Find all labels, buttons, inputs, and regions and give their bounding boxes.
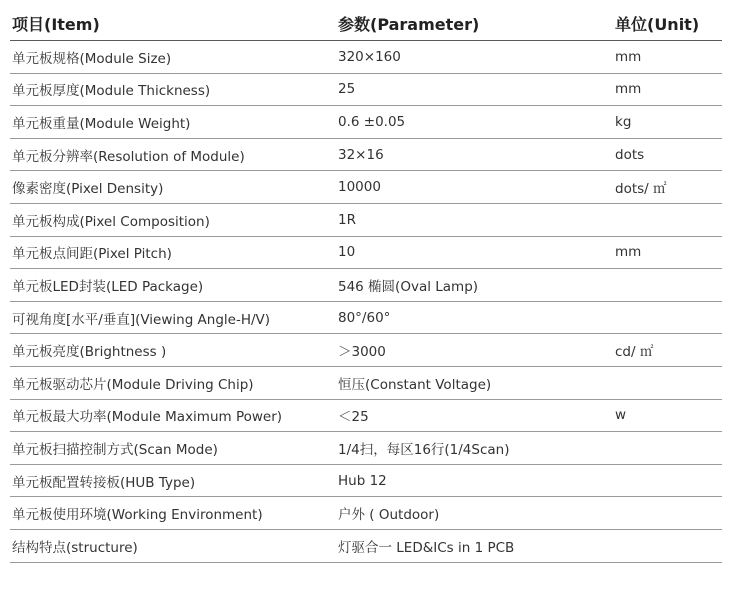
row-item: 结构特点(structure): [12, 539, 138, 556]
row-item: 单元板亮度(Brightness ): [12, 344, 167, 361]
table-row: [10, 237, 722, 270]
row-parameter: ＜25: [338, 409, 369, 426]
table-row: [10, 334, 722, 367]
row-parameter: 灯驱合一 LED&ICs in 1 PCB: [338, 539, 515, 556]
row-parameter: 10000: [338, 179, 381, 196]
table-row: [10, 400, 722, 433]
row-item: 单元板分辨率(Resolution of Module): [12, 148, 245, 165]
row-parameter: 户外 ( Outdoor): [338, 507, 440, 524]
table-row: [10, 497, 722, 530]
table-row: [10, 302, 722, 335]
table-row: [10, 139, 722, 172]
row-parameter: 546 椭圆(Oval Lamp): [338, 278, 479, 295]
row-item: 单元板重量(Module Weight): [12, 115, 191, 132]
row-item: 单元板LED封装(LED Package): [12, 278, 204, 295]
row-item: 单元板配置转接板(HUB Type): [12, 474, 196, 491]
table-row: [10, 41, 722, 74]
row-parameter: Hub 12: [338, 472, 387, 489]
row-unit: mm: [615, 81, 642, 98]
row-item: 像素密度(Pixel Density): [12, 181, 164, 198]
row-unit: mm: [615, 244, 642, 261]
table-row: [10, 367, 722, 400]
table-row: [10, 106, 722, 139]
row-item: 单元板构成(Pixel Composition): [12, 213, 210, 230]
row-item: 单元板最大功率(Module Maximum Power): [12, 409, 283, 426]
row-item: 可视角度[水平/垂直](Viewing Angle-H/V): [12, 311, 271, 328]
table-row: [10, 74, 722, 107]
table-row: [10, 432, 722, 465]
row-parameter: 25: [338, 81, 356, 98]
row-unit: dots: [615, 146, 645, 163]
row-item: 单元板厚度(Module Thickness): [12, 83, 211, 100]
table-body: [10, 41, 722, 563]
table-row: [10, 465, 722, 498]
row-item: 单元板使用环境(Working Environment): [12, 507, 263, 524]
row-parameter: 恒压(Constant Voltage): [338, 376, 492, 393]
row-parameter: 80°/60°: [338, 309, 391, 326]
row-unit: kg: [615, 113, 632, 130]
table-row: [10, 530, 722, 563]
row-item: 单元板点间距(Pixel Pitch): [12, 246, 172, 263]
row-unit: mm: [615, 48, 642, 65]
header-item: 项目(Item): [12, 14, 100, 34]
row-item: 单元板扫描控制方式(Scan Mode): [12, 441, 218, 458]
row-unit: cd/ ㎡: [615, 344, 654, 361]
row-parameter: 320×160: [338, 48, 401, 65]
row-parameter: ＞3000: [338, 344, 386, 361]
row-item: 单元板驱动芯片(Module Driving Chip): [12, 376, 254, 393]
row-parameter: 10: [338, 244, 356, 261]
row-parameter: 0.6 ±0.05: [338, 113, 406, 130]
row-parameter: 32×16: [338, 146, 384, 163]
row-parameter: 1R: [338, 211, 356, 228]
row-unit: dots/ ㎡: [615, 181, 667, 198]
table-row: [10, 204, 722, 237]
spec-table: [10, 6, 722, 563]
row-unit: w: [615, 407, 627, 424]
header-unit: 单位(Unit): [615, 14, 700, 34]
table-header: [10, 6, 722, 41]
table-row: [10, 269, 722, 302]
table-row: [10, 171, 722, 204]
header-parameter: 参数(Parameter): [338, 14, 480, 34]
row-item: 单元板规格(Module Size): [12, 50, 172, 67]
row-parameter: 1/4扫，每区16行(1/4Scan): [338, 441, 510, 458]
